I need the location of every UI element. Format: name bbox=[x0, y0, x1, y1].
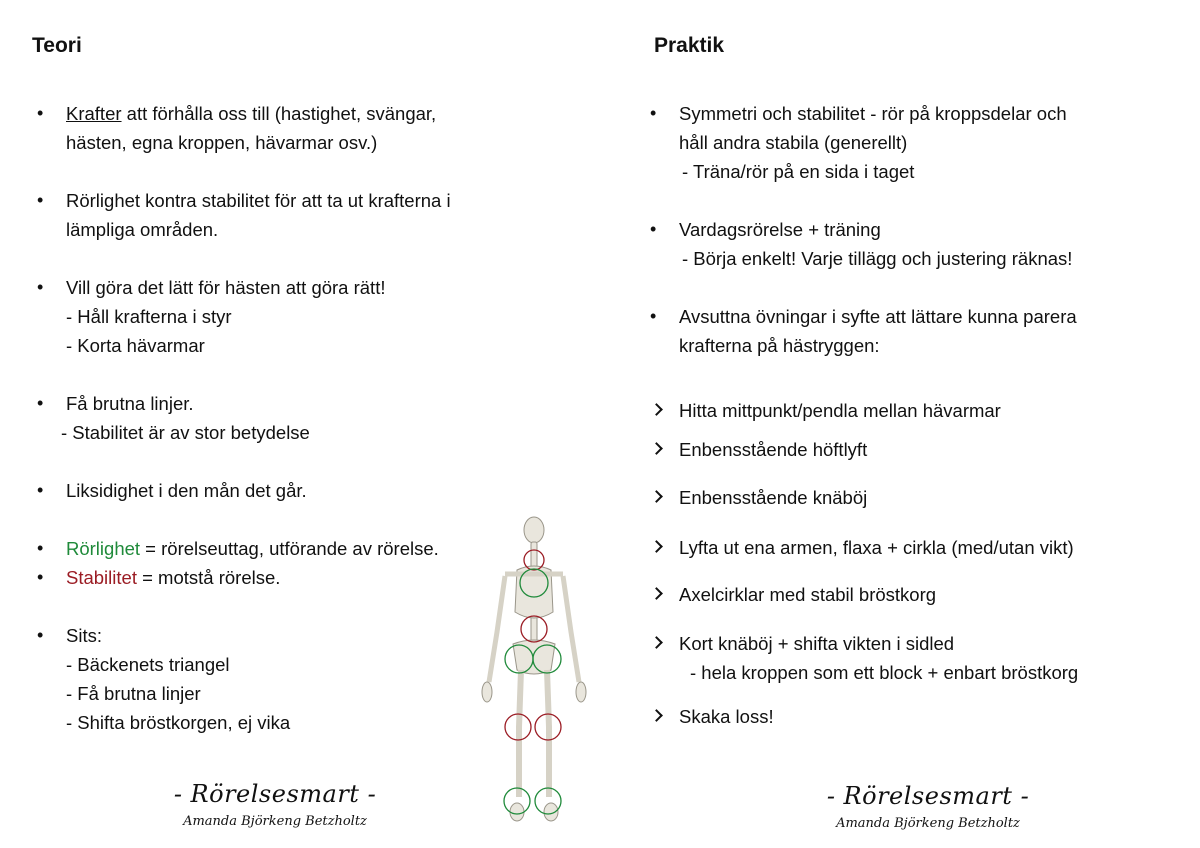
practice-heading: Praktik bbox=[654, 34, 725, 57]
seat-line1: Sits: bbox=[66, 625, 102, 646]
easy-for-horse-line1: Vill göra det lätt för hästen att göra rätt! bbox=[66, 277, 386, 298]
theory-item-broken-lines bbox=[37, 389, 557, 418]
mobility-definition: = rörelseuttag, utförande av rörelse. bbox=[140, 538, 439, 559]
signature-left-author: Amanda Björkeng Betzholtz bbox=[183, 814, 367, 829]
exercise-hip-lift: Enbensstående höftlyft bbox=[650, 435, 1180, 464]
practice-item-symmetry bbox=[650, 99, 1180, 157]
forces-term: Krafter bbox=[66, 103, 122, 124]
exercise-shake-loose: Skaka loss! bbox=[650, 702, 1180, 731]
stability-term: Stabilitet bbox=[66, 567, 137, 588]
theory-item-symmetry bbox=[37, 476, 557, 505]
signature-right-author: Amanda Björkeng Betzholtz bbox=[836, 816, 1020, 831]
practice-everyday-line1: Vardagsrörelse + träning bbox=[679, 219, 881, 240]
symmetry-line1: Liksidighet i den mån det går. bbox=[66, 480, 307, 501]
signature-left-title: - Rörelsesmart - bbox=[173, 780, 377, 808]
exercise-squat: Enbensstående knäböj bbox=[650, 483, 1180, 512]
theory-item-forces bbox=[37, 99, 557, 157]
exercise-arm-lift: Lyfta ut ena armen, flaxa + cirkla (med/utan vikt) bbox=[650, 533, 1180, 562]
mobility-vs-stability-line2: lämpliga områden. bbox=[66, 219, 219, 240]
forces-text-line2: hästen, egna kroppen, hävarmar osv.) bbox=[66, 132, 378, 153]
signature-left bbox=[150, 780, 400, 829]
theory-item-easy-for-horse bbox=[37, 273, 557, 302]
practice-dismounted-line1: Avsuttna övningar i syfte att lättare kunna parera bbox=[679, 306, 1077, 327]
seat-sub3: - Shifta bröstkorgen, ej vika bbox=[66, 712, 291, 733]
seat-sub2: - Få brutna linjer bbox=[66, 683, 201, 704]
practice-list bbox=[650, 99, 1180, 731]
easy-for-horse-sub1: - Håll krafterna i styr bbox=[66, 306, 232, 327]
theory-heading: Teori bbox=[32, 34, 82, 57]
practice-symmetry-sub1: - Träna/rör på en sida i taget bbox=[682, 161, 915, 182]
exercise-shoulder-circles: Axelcirklar med stabil bröstkorg bbox=[650, 580, 1180, 609]
forces-text: att förhålla oss till (hastighet, svängar, bbox=[121, 103, 437, 124]
signature-right-title: - Rörelsesmart - bbox=[826, 782, 1030, 810]
stability-definition: = motstå rörelse. bbox=[136, 567, 281, 588]
signature-right bbox=[803, 782, 1053, 831]
practice-symmetry-line1: Symmetri och stabilitet - rör på kroppsdelar och bbox=[679, 103, 1067, 124]
exercise-short-squat: Kort knäböj + shifta vikten i sidled bbox=[650, 629, 1180, 658]
mobility-term: Rörlighet bbox=[66, 538, 141, 559]
practice-item-dismounted bbox=[650, 302, 1180, 360]
practice-dismounted-line2: krafterna på hästryggen: bbox=[679, 335, 880, 356]
mobility-vs-stability-line1: Rörlighet kontra stabilitet för att ta ut krafterna i bbox=[66, 190, 451, 211]
practice-everyday-sub1: - Börja enkelt! Varje tillägg och justering räknas! bbox=[682, 248, 1073, 269]
practice-item-everyday bbox=[650, 215, 1180, 244]
easy-for-horse-sub2: - Korta hävarmar bbox=[66, 335, 205, 356]
exercise-midpoint: Hitta mittpunkt/pendla mellan hävarmar bbox=[650, 396, 1180, 425]
broken-lines-sub1: - Stabilitet är av stor betydelse bbox=[61, 422, 310, 443]
practice-symmetry-line2: håll andra stabila (generellt) bbox=[679, 132, 908, 153]
seat-sub1: - Bäckenets triangel bbox=[66, 654, 230, 675]
skeleton-illustration bbox=[475, 512, 595, 837]
broken-lines-line1: Få brutna linjer. bbox=[66, 393, 194, 414]
theory-item-mobility-vs-stability bbox=[37, 186, 557, 244]
exercise-short-squat-sub: - hela kroppen som ett block + enbart bröstkorg bbox=[690, 662, 1079, 683]
